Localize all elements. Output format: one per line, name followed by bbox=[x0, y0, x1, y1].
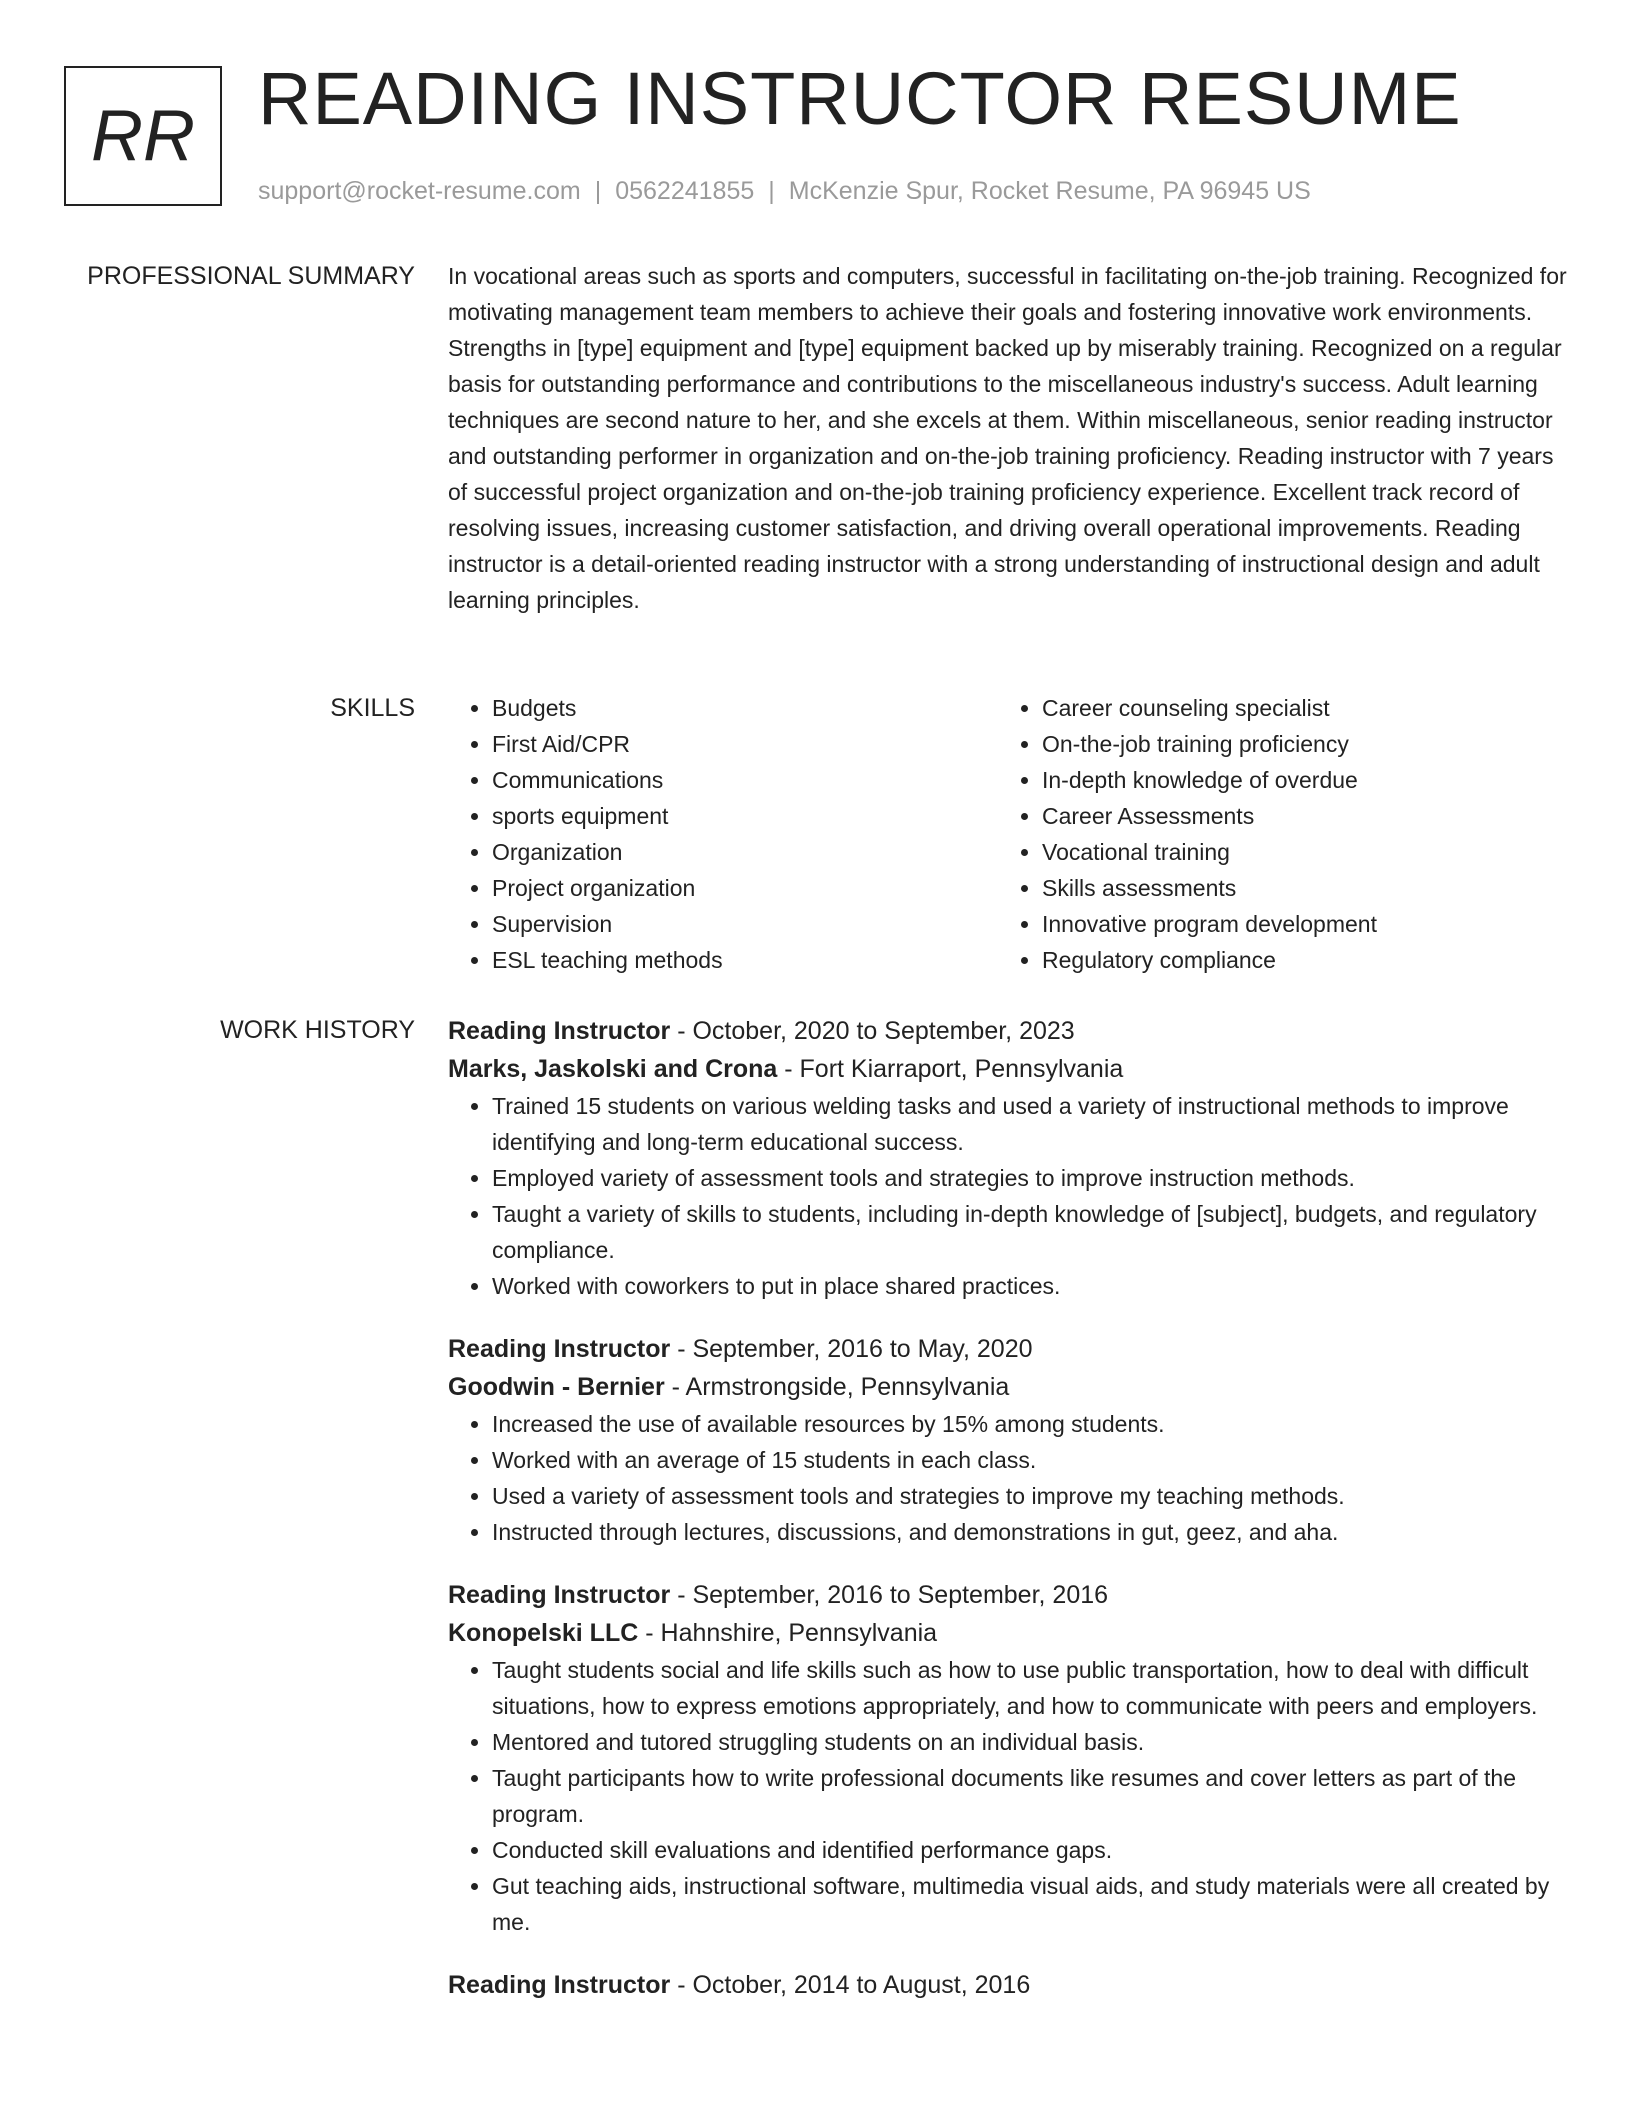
job-entry bbox=[448, 1330, 1568, 1550]
skill-item: • sports equipment bbox=[492, 798, 998, 834]
contact-line bbox=[258, 176, 1311, 206]
summary-heading: PROFESSIONAL SUMMARY bbox=[87, 262, 415, 290]
job-title: Reading Instructor bbox=[448, 1581, 671, 1609]
job-company-line bbox=[448, 1614, 1568, 1652]
job-title-line bbox=[448, 1576, 1568, 1614]
job-duty: • Increased the use of available resources by 15% among students. bbox=[492, 1406, 1568, 1442]
job-duty: • Used a variety of assessment tools and strategies to improve my teaching methods. bbox=[492, 1478, 1568, 1514]
summary-body bbox=[448, 258, 1568, 618]
job-duty: • Instructed through lectures, discussions, and demonstrations in gut, geez, and aha. bbox=[492, 1514, 1568, 1550]
job-duty: • Gut teaching aids, instructional software, multimedia visual aids, and study materials were all created by me. bbox=[492, 1868, 1568, 1940]
skill-item: • Career Assessments bbox=[1042, 798, 1548, 834]
job-entry bbox=[448, 1966, 1568, 2004]
job-company-line bbox=[448, 1050, 1568, 1088]
job-location: - Fort Kiarraport, Pennsylvania bbox=[777, 1055, 1124, 1083]
skill-item: • On-the-job training proficiency bbox=[1042, 726, 1548, 762]
skill-item: • Skills assessments bbox=[1042, 870, 1548, 906]
job-location: - Hahnshire, Pennsylvania bbox=[638, 1619, 938, 1647]
skill-item: • Budgets bbox=[492, 690, 998, 726]
skill-item: • Project organization bbox=[492, 870, 998, 906]
skill-item: • Career counseling specialist bbox=[1042, 690, 1548, 726]
job-duty: • Taught a variety of skills to students, including in-depth knowledge of [subject], budgets, and regulatory compliance. bbox=[492, 1196, 1568, 1268]
job-duties-list bbox=[448, 1652, 1568, 1940]
job-company-line bbox=[448, 1368, 1568, 1406]
job-duty: • Worked with coworkers to put in place shared practices. bbox=[492, 1268, 1568, 1304]
job-entry bbox=[448, 1012, 1568, 1304]
skills-body bbox=[448, 690, 1568, 978]
job-title: Reading Instructor bbox=[448, 1971, 671, 1999]
job-title: Reading Instructor bbox=[448, 1017, 671, 1045]
job-duty: • Taught students social and life skills such as how to use public transportation, how to deal with difficult situations, how to express emotions appropriately, and how to communicate with peers and employers. bbox=[492, 1652, 1568, 1724]
job-title: Reading Instructor bbox=[448, 1335, 671, 1363]
page-title: READING INSTRUCTOR RESUME bbox=[258, 57, 1462, 140]
skill-item: • In-depth knowledge of overdue bbox=[1042, 762, 1548, 798]
skills-heading: SKILLS bbox=[330, 694, 415, 722]
contact-address: McKenzie Spur, Rocket Resume, PA 96945 US bbox=[788, 177, 1311, 205]
job-duties-list bbox=[448, 1088, 1568, 1304]
job-dates: - September, 2016 to September, 2016 bbox=[670, 1581, 1109, 1609]
skills-list-right bbox=[998, 690, 1548, 978]
job-duty: • Taught participants how to write professional documents like resumes and cover letters as part of the program. bbox=[492, 1760, 1568, 1832]
skills-column-right bbox=[998, 690, 1548, 978]
skills-column-left bbox=[448, 690, 998, 978]
work-history-heading: WORK HISTORY bbox=[220, 1016, 415, 1044]
contact-phone[interactable]: 0562241855 bbox=[615, 177, 755, 205]
job-company: Konopelski LLC bbox=[448, 1619, 639, 1647]
job-dates: - October, 2020 to September, 2023 bbox=[670, 1017, 1075, 1045]
skill-item: • First Aid/CPR bbox=[492, 726, 998, 762]
job-duty: • Trained 15 students on various welding tasks and used a variety of instructional methods to improve identifying and long-term educational success. bbox=[492, 1088, 1568, 1160]
job-duty: • Mentored and tutored struggling students on an individual basis. bbox=[492, 1724, 1568, 1760]
job-duty: • Conducted skill evaluations and identified performance gaps. bbox=[492, 1832, 1568, 1868]
job-duties-list bbox=[448, 1406, 1568, 1550]
skills-grid bbox=[448, 690, 1568, 978]
contact-separator: | bbox=[768, 177, 775, 205]
job-title-line bbox=[448, 1012, 1568, 1050]
skill-item: • Communications bbox=[492, 762, 998, 798]
job-duty: • Worked with an average of 15 students in each class. bbox=[492, 1442, 1568, 1478]
job-location: - Armstrongside, Pennsylvania bbox=[664, 1373, 1010, 1401]
work-history-body bbox=[448, 1012, 1568, 2030]
summary-text: In vocational areas such as sports and computers, successful in facilitating on-the-job training. Recognized for motivating management team members to achieve their goals and fostering innovative work environments. Strengths in [type] equipment and [type] equipment backed up by miserably training. Recognized on a regular basis for outstanding performance and contributions to the miscellaneous industry's success. Adult learning techniques are second nature to her, and she excels at them. Within miscellaneous, senior reading instructor and outstanding performer in organization and on-the-job training proficiency. Reading instructor with 7 years of successful project organization and on-the-job training proficiency experience. Excellent track record of resolving issues, increasing customer satisfaction, and driving overall operational improvements. Reading instructor is a detail-oriented reading instructor with a strong understanding of instructional design and adult learning principles. bbox=[448, 263, 1567, 613]
job-company: Marks, Jaskolski and Crona bbox=[448, 1055, 778, 1083]
skill-item: • ESL teaching methods bbox=[492, 942, 998, 978]
skills-list-left bbox=[448, 690, 998, 978]
monogram-logo: RR bbox=[64, 66, 222, 206]
job-dates: - October, 2014 to August, 2016 bbox=[670, 1971, 1031, 1999]
job-title-line bbox=[448, 1330, 1568, 1368]
job-title-line bbox=[448, 1966, 1568, 2004]
skill-item: • Supervision bbox=[492, 906, 998, 942]
skill-item: • Innovative program development bbox=[1042, 906, 1548, 942]
skill-item: • Vocational training bbox=[1042, 834, 1548, 870]
skill-item: • Regulatory compliance bbox=[1042, 942, 1548, 978]
job-entry bbox=[448, 1576, 1568, 1940]
job-dates: - September, 2016 to May, 2020 bbox=[670, 1335, 1033, 1363]
job-company: Goodwin - Bernier bbox=[448, 1373, 665, 1401]
contact-email[interactable]: support@rocket-resume.com bbox=[258, 177, 581, 205]
job-duty: • Employed variety of assessment tools and strategies to improve instruction methods. bbox=[492, 1160, 1568, 1196]
skill-item: • Organization bbox=[492, 834, 998, 870]
contact-separator: | bbox=[594, 177, 602, 205]
